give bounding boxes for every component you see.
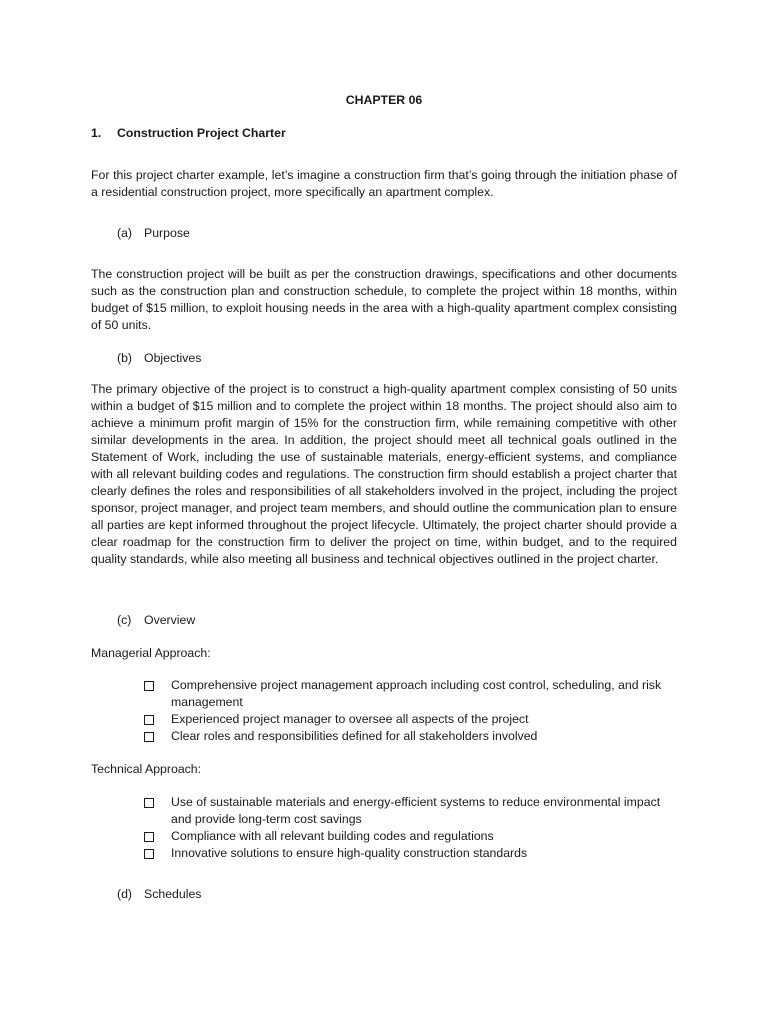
subsection-title: Overview xyxy=(144,613,196,627)
list-item: Use of sustainable materials and energy-efficient systems to reduce environmental impact and provide long-term cost savings xyxy=(144,794,684,828)
list-item: Innovative solutions to ensure high-quality construction standards xyxy=(144,845,684,862)
objectives-paragraph: The primary objective of the project is to construct a high-quality apartment complex consisting of 50 units within a budget of $15 million and to complete the project within 18 months. The project should also aim to achieve a minimum profit margin of 15% for the construction firm, while remaining competitive with other similar developments in the area. In addition, the project should meet all technical goals outlined in the Statement of Work, including the use of sustainable materials, energy-efficient systems, and compliance with all relevant building codes and regulations. The construction firm should establish a project charter that clearly defines the roles and responsibilities of all stakeholders involved in the project, including the project sponsor, project manager, and project team members, and should outline the communication plan to ensure all parties are kept informed throughout the project lifecycle. Ultimately, the project charter should provide a clear roadmap for the construction firm to deliver the project on time, within budget, and to the required quality standards, while also meeting all business and technical objectives outlined in the project charter. xyxy=(91,382,677,566)
checkbox-icon xyxy=(144,832,154,842)
subsection-title: Purpose xyxy=(144,226,190,240)
technical-approach-heading: Technical Approach: xyxy=(91,762,202,776)
checkbox-icon xyxy=(144,798,154,808)
list-item: Clear roles and responsibilities defined for all stakeholders involved xyxy=(144,728,684,745)
subsection-objectives xyxy=(117,350,201,367)
subsection-overview xyxy=(117,612,195,629)
checkbox-icon xyxy=(144,849,154,859)
section-number: 1. xyxy=(91,126,102,140)
subsection-schedules xyxy=(117,886,201,903)
technical-approach-list xyxy=(144,794,684,862)
subsection-label: (d) xyxy=(117,887,133,901)
managerial-approach-list xyxy=(144,677,684,745)
chapter-heading: CHAPTER 06 xyxy=(345,93,423,107)
subsection-title: Objectives xyxy=(144,351,202,365)
section-heading xyxy=(91,125,286,142)
intro-paragraph: For this project charter example, let’s imagine a construction firm that’s going through the initiation phase of a residential construction project, more specifically an apartment complex. xyxy=(91,168,677,199)
section-title: Construction Project Charter xyxy=(117,126,286,140)
subsection-title: Schedules xyxy=(144,887,202,901)
managerial-approach-heading: Managerial Approach: xyxy=(91,646,211,660)
subsection-label: (a) xyxy=(117,226,133,240)
checkbox-icon xyxy=(144,715,154,725)
purpose-paragraph: The construction project will be built as per the construction drawings, specifications and other documents such as the construction plan and construction schedule, to complete the project within 18 months, within budget of $15 million, to exploit housing needs in the area with a high-quality apartment complex consisting of 50 units. xyxy=(91,267,677,332)
list-item: Experienced project manager to oversee all aspects of the project xyxy=(144,711,684,728)
list-item: Comprehensive project management approach including cost control, scheduling, and risk management xyxy=(144,677,684,711)
list-item: Compliance with all relevant building codes and regulations xyxy=(144,828,684,845)
checkbox-icon xyxy=(144,681,154,691)
subsection-label: (c) xyxy=(117,613,132,627)
subsection-label: (b) xyxy=(117,351,133,365)
subsection-purpose xyxy=(117,225,190,242)
checkbox-icon xyxy=(144,732,154,742)
